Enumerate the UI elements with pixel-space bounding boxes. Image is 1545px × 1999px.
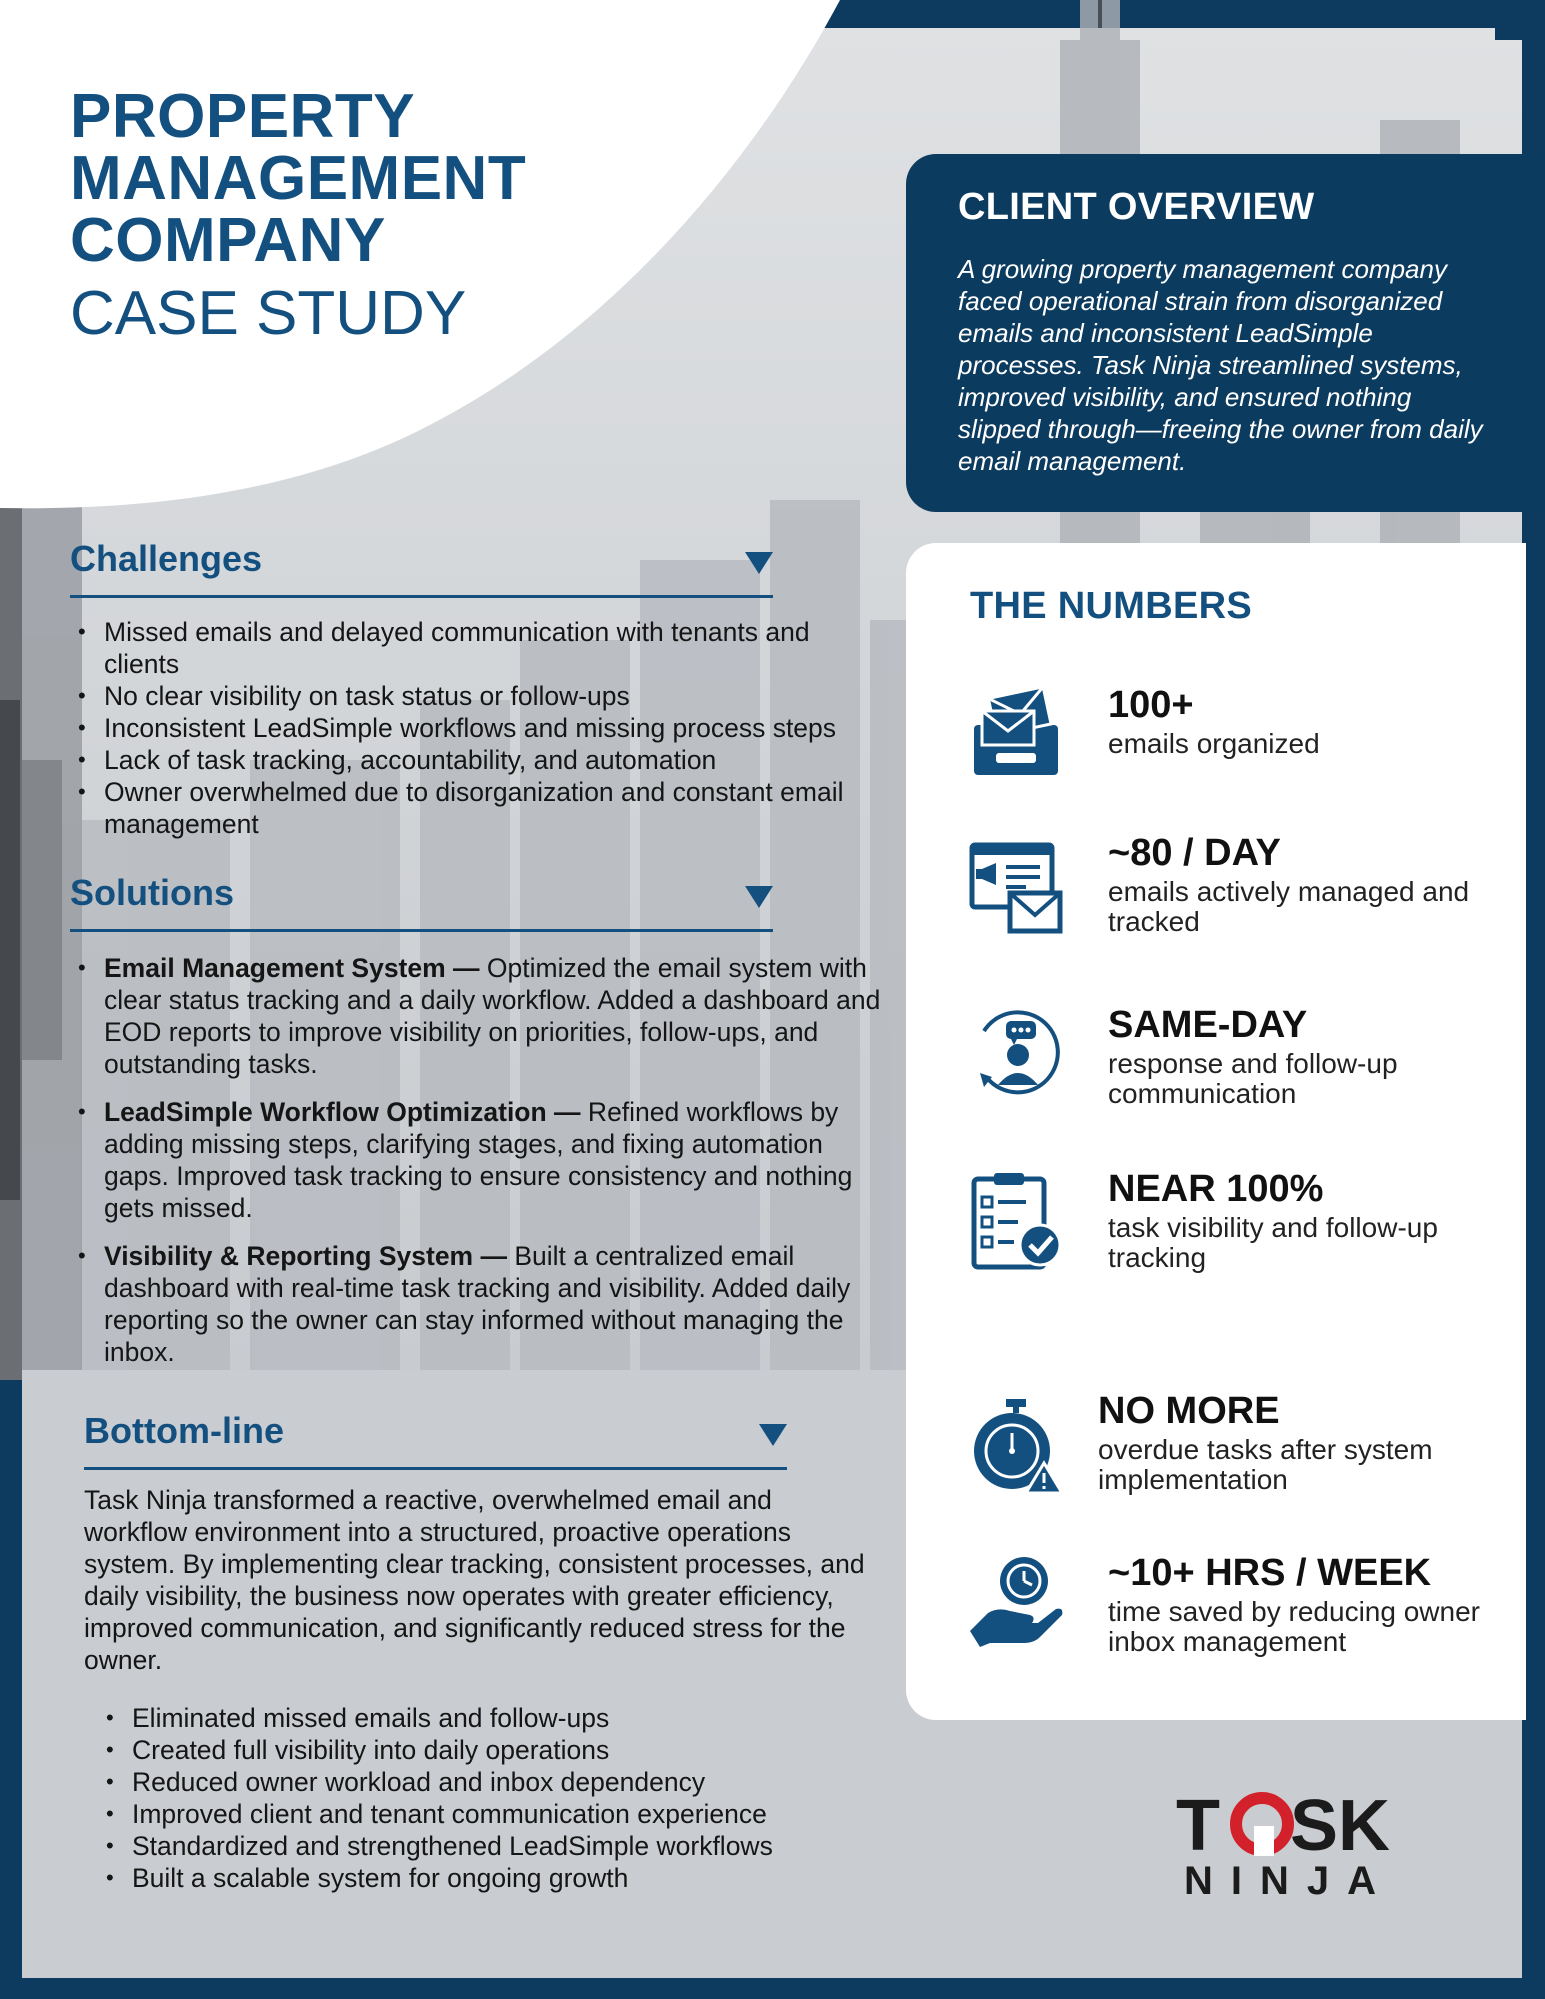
list-item: • Eliminated missed emails and follow-ups xyxy=(102,1702,862,1734)
client-overview-heading: CLIENT OVERVIEW xyxy=(958,186,1315,228)
stat-text xyxy=(1108,1551,1526,1657)
stat-value: NEAR 100% xyxy=(1108,1168,1324,1210)
stat-item xyxy=(906,1167,1526,1287)
solution-title: Email Management System — xyxy=(104,953,480,983)
client-overview-panel xyxy=(906,154,1545,512)
time-saved-hand-icon xyxy=(966,1551,1066,1651)
list-item: • Inconsistent LeadSimple workflows and missing process steps xyxy=(74,712,874,744)
svg-text:T: T xyxy=(1176,1790,1220,1866)
solutions-header xyxy=(70,872,773,932)
list-item: • Standardized and strengthened LeadSimple workflows xyxy=(102,1830,862,1862)
challenges-section xyxy=(70,538,874,840)
bottomline-header xyxy=(84,1410,787,1470)
stat-item xyxy=(906,1551,1526,1671)
list-item: • Improved client and tenant communication experience xyxy=(102,1798,862,1830)
stat-text xyxy=(1108,683,1320,759)
list-item xyxy=(74,1096,894,1224)
stat-description: emails actively managed and tracked xyxy=(1108,876,1470,937)
triangle-down-icon xyxy=(745,886,773,910)
challenges-header xyxy=(70,538,773,598)
list-item: • Built a scalable system for ongoing growth xyxy=(102,1862,862,1894)
solutions-list xyxy=(74,952,894,1368)
title-line: MANAGEMENT xyxy=(70,144,527,213)
checklist-icon xyxy=(966,1171,1066,1271)
list-item: • No clear visibility on task status or follow-ups xyxy=(74,680,874,712)
customer-support-icon xyxy=(966,1003,1066,1103)
stat-value: ~80 / DAY xyxy=(1108,832,1281,874)
solution-text: Built a centralized email dashboard with real-time task tracking and visibility. Added daily reporting so the owner can stay informed without managing the inbox. xyxy=(104,1241,851,1367)
stopwatch-warning-icon xyxy=(966,1397,1066,1497)
title-line: PROPERTY xyxy=(70,82,416,151)
list-item: • Reduced owner workload and inbox dependency xyxy=(102,1766,862,1798)
stat-value: 100+ xyxy=(1108,684,1194,726)
list-item: • Lack of task tracking, accountability, and automation xyxy=(74,744,874,776)
stat-item xyxy=(906,831,1526,951)
triangle-down-icon xyxy=(745,552,773,576)
email-marketing-icon xyxy=(966,837,1066,937)
stat-text xyxy=(1098,1389,1526,1495)
stat-value: ~10+ HRS / WEEK xyxy=(1108,1552,1432,1594)
solution-title: LeadSimple Workflow Optimization — xyxy=(104,1097,581,1127)
page-title xyxy=(70,82,590,356)
numbers-heading: THE NUMBERS xyxy=(970,585,1252,627)
bottomline-heading: Bottom-line xyxy=(84,1410,284,1451)
svg-text:NINJA: NINJA xyxy=(1184,1859,1395,1900)
the-numbers-panel xyxy=(906,543,1526,1720)
bottomline-list xyxy=(102,1702,862,1894)
stat-value: NO MORE xyxy=(1098,1390,1280,1432)
stat-description: overdue tasks after system implementation xyxy=(1098,1434,1433,1495)
stat-description: response and follow-up communication xyxy=(1108,1048,1398,1109)
svg-text:SK: SK xyxy=(1290,1790,1391,1866)
stat-text xyxy=(1108,831,1526,937)
list-item: • Missed emails and delayed communication with tenants and clients xyxy=(74,616,874,680)
list-item xyxy=(74,952,894,1080)
stat-value: SAME-DAY xyxy=(1108,1004,1308,1046)
list-item: • Created full visibility into daily operations xyxy=(102,1734,862,1766)
challenges-heading: Challenges xyxy=(70,538,263,579)
stat-description: emails organized xyxy=(1108,728,1320,759)
solution-text: Refined workflows by adding missing steps, clarifying stages, and fixing automation gaps. Improved task tracking to ensure consistency and nothing gets missed. xyxy=(104,1097,853,1223)
solution-text: Optimized the email system with clear status tracking and a daily workflow. Added a dashboard and EOD reports to improve visibility on priorities, follow-ups, and outstanding tasks. xyxy=(104,953,881,1079)
client-overview-text: A growing property management company faced operational strain from disorganized emails and inconsistent LeadSimple processes. Task Ninja streamlined systems, improved visibility, and ensured nothing slipped through—freeing the owner from daily email management. xyxy=(958,254,1483,476)
stat-text xyxy=(1108,1167,1526,1273)
stat-item xyxy=(906,1389,1526,1509)
solutions-section xyxy=(70,872,894,1384)
triangle-down-icon xyxy=(759,1424,787,1448)
title-subtitle: CASE STUDY xyxy=(70,279,467,348)
stat-item xyxy=(906,683,1526,803)
list-item xyxy=(74,1240,894,1368)
title-line: COMPANY xyxy=(70,206,386,275)
challenges-list xyxy=(74,616,874,840)
solutions-heading: Solutions xyxy=(70,872,234,913)
stat-description: time saved by reducing owner inbox management xyxy=(1108,1596,1480,1657)
stat-item xyxy=(906,1003,1526,1123)
task-ninja-logo xyxy=(1176,1790,1396,1900)
solution-title: Visibility & Reporting System — xyxy=(104,1241,507,1271)
bottomline-paragraph: Task Ninja transformed a reactive, overwhelmed email and workflow environment into a structured, proactive operations system. By implementing clear tracking, consistent processes, and daily visibility, the business now operates with greater efficiency, improved communication, and significantly reduced stress for the owner. xyxy=(84,1485,865,1675)
bottomline-section xyxy=(84,1410,874,1894)
stat-description: task visibility and follow-up tracking xyxy=(1108,1212,1438,1273)
email-inbox-icon xyxy=(966,683,1066,783)
list-item: • Owner overwhelmed due to disorganization and constant email management xyxy=(74,776,874,840)
stat-text xyxy=(1108,1003,1526,1109)
